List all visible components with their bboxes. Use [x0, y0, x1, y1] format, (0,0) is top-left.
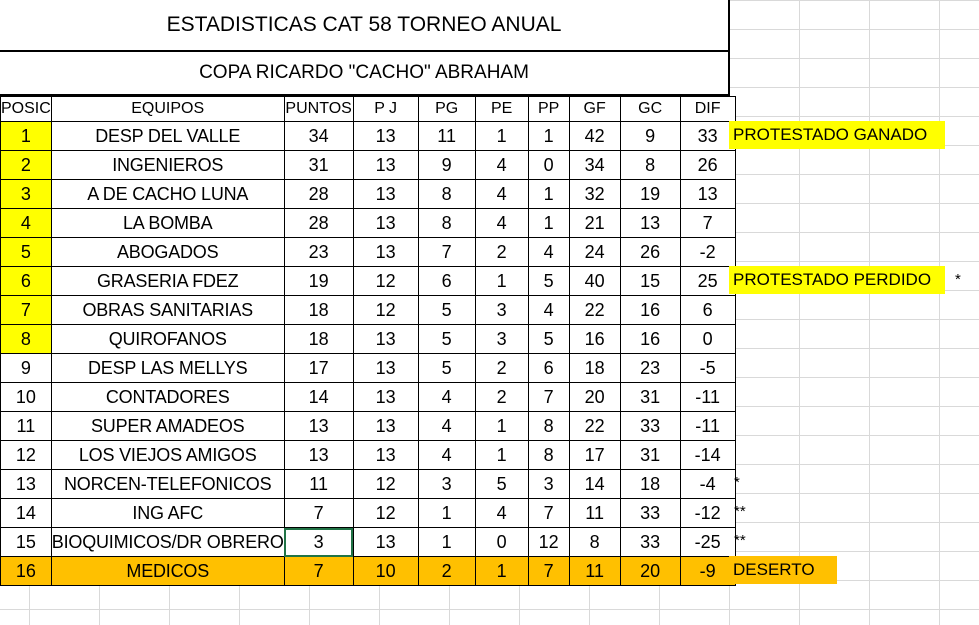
- pg-cell[interactable]: 3: [418, 470, 475, 499]
- position-cell[interactable]: 3: [1, 180, 52, 209]
- gc-cell[interactable]: 16: [620, 325, 680, 354]
- pp-cell[interactable]: 5: [528, 325, 569, 354]
- team-cell[interactable]: ING AFC: [51, 499, 284, 528]
- pg-cell[interactable]: 5: [418, 325, 475, 354]
- pe-cell[interactable]: 1: [475, 441, 528, 470]
- pp-cell[interactable]: 5: [528, 267, 569, 296]
- pp-cell[interactable]: 1: [528, 209, 569, 238]
- gc-cell[interactable]: 18: [620, 470, 680, 499]
- pj-cell[interactable]: 13: [353, 325, 418, 354]
- pts-cell[interactable]: 17: [284, 354, 353, 383]
- pts-cell[interactable]: 28: [284, 209, 353, 238]
- team-cell[interactable]: BIOQUIMICOS/DR OBRERO: [51, 528, 284, 557]
- pts-cell[interactable]: 13: [284, 412, 353, 441]
- header-puntos[interactable]: PUNTOS: [284, 97, 353, 122]
- pg-cell[interactable]: 1: [418, 528, 475, 557]
- pp-cell[interactable]: 7: [528, 557, 569, 586]
- pe-cell[interactable]: 3: [475, 325, 528, 354]
- pj-cell[interactable]: 12: [353, 470, 418, 499]
- pp-cell[interactable]: 12: [528, 528, 569, 557]
- pts-cell[interactable]: 18: [284, 325, 353, 354]
- gc-cell[interactable]: 26: [620, 238, 680, 267]
- team-cell[interactable]: CONTADORES: [51, 383, 284, 412]
- pp-cell[interactable]: 8: [528, 441, 569, 470]
- pts-cell[interactable]: 14: [284, 383, 353, 412]
- dif-cell[interactable]: -14: [680, 441, 735, 470]
- pp-cell[interactable]: 4: [528, 238, 569, 267]
- table-row: [1, 325, 736, 354]
- header-pg[interactable]: PG: [418, 97, 475, 122]
- gf-cell[interactable]: 42: [569, 122, 620, 151]
- pg-cell[interactable]: 4: [418, 412, 475, 441]
- position-cell[interactable]: 12: [1, 441, 52, 470]
- header-gf[interactable]: GF: [569, 97, 620, 122]
- pj-cell[interactable]: 13: [353, 354, 418, 383]
- gf-cell[interactable]: 11: [569, 557, 620, 586]
- header-row: [1, 97, 736, 122]
- pe-cell[interactable]: 5: [475, 470, 528, 499]
- pj-cell[interactable]: 13: [353, 209, 418, 238]
- team-cell[interactable]: LA BOMBA: [51, 209, 284, 238]
- pe-cell[interactable]: 2: [475, 354, 528, 383]
- pts-cell[interactable]: 23: [284, 238, 353, 267]
- pe-cell[interactable]: 4: [475, 180, 528, 209]
- gc-cell[interactable]: 31: [620, 383, 680, 412]
- gc-cell[interactable]: 15: [620, 267, 680, 296]
- gf-cell[interactable]: 20: [569, 383, 620, 412]
- gc-cell[interactable]: 19: [620, 180, 680, 209]
- position-cell[interactable]: 15: [1, 528, 52, 557]
- pj-cell[interactable]: 13: [353, 238, 418, 267]
- dif-cell[interactable]: 0: [680, 325, 735, 354]
- table-row: [1, 383, 736, 412]
- pts-cell[interactable]: 34: [284, 122, 353, 151]
- pp-cell[interactable]: 1: [528, 180, 569, 209]
- sheet-title-text: ESTADISTICAS CAT 58 TORNEO ANUAL: [166, 13, 562, 36]
- position-cell[interactable]: 9: [1, 354, 52, 383]
- gf-cell[interactable]: 32: [569, 180, 620, 209]
- gc-cell[interactable]: 23: [620, 354, 680, 383]
- team-cell[interactable]: MEDICOS: [51, 557, 284, 586]
- pj-cell[interactable]: 13: [353, 528, 418, 557]
- pg-cell[interactable]: 2: [418, 557, 475, 586]
- pe-cell[interactable]: 1: [475, 412, 528, 441]
- table-row: [1, 122, 736, 151]
- dif-cell[interactable]: 7: [680, 209, 735, 238]
- gf-cell[interactable]: 18: [569, 354, 620, 383]
- position-cell[interactable]: 5: [1, 238, 52, 267]
- table-row: [1, 238, 736, 267]
- standings-table: [0, 96, 736, 586]
- gf-cell[interactable]: 14: [569, 470, 620, 499]
- position-cell[interactable]: 6: [1, 267, 52, 296]
- pe-cell[interactable]: 4: [475, 151, 528, 180]
- header-posic[interactable]: POSIC: [1, 97, 52, 122]
- gf-cell[interactable]: 21: [569, 209, 620, 238]
- pj-cell[interactable]: 12: [353, 267, 418, 296]
- sheet-subtitle[interactable]: [0, 52, 730, 96]
- pg-cell[interactable]: 6: [418, 267, 475, 296]
- asterisk-mark[interactable]: **: [734, 503, 746, 520]
- pg-cell[interactable]: 4: [418, 383, 475, 412]
- gf-cell[interactable]: 11: [569, 499, 620, 528]
- pg-cell[interactable]: 8: [418, 209, 475, 238]
- pj-cell[interactable]: 13: [353, 383, 418, 412]
- header-dif[interactable]: DIF: [680, 97, 735, 122]
- position-cell[interactable]: 8: [1, 325, 52, 354]
- pj-cell[interactable]: 12: [353, 499, 418, 528]
- gf-cell[interactable]: 22: [569, 296, 620, 325]
- row-note[interactable]: PROTESTADO PERDIDO: [729, 266, 945, 294]
- team-cell[interactable]: DESP DEL VALLE: [51, 122, 284, 151]
- position-cell[interactable]: 13: [1, 470, 52, 499]
- pg-cell[interactable]: 9: [418, 151, 475, 180]
- gf-cell[interactable]: 22: [569, 412, 620, 441]
- team-cell[interactable]: LOS VIEJOS AMIGOS: [51, 441, 284, 470]
- table-row: [1, 441, 736, 470]
- pts-cell[interactable]: 19: [284, 267, 353, 296]
- pj-cell[interactable]: 13: [353, 122, 418, 151]
- header-equipos[interactable]: EQUIPOS: [51, 97, 284, 122]
- pe-cell[interactable]: 4: [475, 209, 528, 238]
- team-cell[interactable]: SUPER AMADEOS: [51, 412, 284, 441]
- pp-cell[interactable]: 0: [528, 151, 569, 180]
- position-cell[interactable]: 4: [1, 209, 52, 238]
- gf-cell[interactable]: 8: [569, 528, 620, 557]
- team-cell[interactable]: INGENIEROS: [51, 151, 284, 180]
- table-row: [1, 528, 736, 557]
- table-row: [1, 209, 736, 238]
- table-row: [1, 354, 736, 383]
- team-cell[interactable]: OBRAS SANITARIAS: [51, 296, 284, 325]
- gc-cell[interactable]: 33: [620, 499, 680, 528]
- gf-cell[interactable]: 17: [569, 441, 620, 470]
- pg-cell[interactable]: 5: [418, 296, 475, 325]
- table-row: [1, 412, 736, 441]
- asterisk-mark[interactable]: *: [955, 271, 961, 288]
- team-cell[interactable]: ABOGADOS: [51, 238, 284, 267]
- dif-cell[interactable]: -11: [680, 383, 735, 412]
- dif-cell[interactable]: 13: [680, 180, 735, 209]
- header-pj[interactable]: P J: [353, 97, 418, 122]
- pg-cell[interactable]: 4: [418, 441, 475, 470]
- gc-cell[interactable]: 20: [620, 557, 680, 586]
- pts-cell[interactable]: 18: [284, 296, 353, 325]
- pts-cell[interactable]: 7: [284, 499, 353, 528]
- header-pp[interactable]: PP: [528, 97, 569, 122]
- pts-cell[interactable]: 11: [284, 470, 353, 499]
- dif-cell[interactable]: -5: [680, 354, 735, 383]
- pp-cell[interactable]: 4: [528, 296, 569, 325]
- pp-cell[interactable]: 6: [528, 354, 569, 383]
- sheet-title[interactable]: [0, 0, 730, 52]
- gf-cell[interactable]: 24: [569, 238, 620, 267]
- table-row: [1, 470, 736, 499]
- pj-cell[interactable]: 10: [353, 557, 418, 586]
- pp-cell[interactable]: 8: [528, 412, 569, 441]
- dif-cell[interactable]: 6: [680, 296, 735, 325]
- table-row: [1, 267, 736, 296]
- table-row: [1, 557, 736, 586]
- pg-cell[interactable]: 11: [418, 122, 475, 151]
- pe-cell[interactable]: 1: [475, 122, 528, 151]
- header-pe[interactable]: PE: [475, 97, 528, 122]
- gc-cell[interactable]: 33: [620, 412, 680, 441]
- sheet-subtitle-text: COPA RICARDO "CACHO" ABRAHAM: [199, 62, 529, 83]
- position-cell[interactable]: 7: [1, 296, 52, 325]
- table-row: [1, 499, 736, 528]
- pts-cell[interactable]: 7: [284, 557, 353, 586]
- gc-cell[interactable]: 8: [620, 151, 680, 180]
- pts-cell[interactable]: 13: [284, 441, 353, 470]
- team-cell[interactable]: A DE CACHO LUNA: [51, 180, 284, 209]
- asterisk-mark[interactable]: *: [734, 474, 740, 491]
- pg-cell[interactable]: 5: [418, 354, 475, 383]
- pts-cell[interactable]: 3: [284, 528, 353, 557]
- position-cell[interactable]: 1: [1, 122, 52, 151]
- gc-cell[interactable]: 33: [620, 528, 680, 557]
- team-cell[interactable]: DESP LAS MELLYS: [51, 354, 284, 383]
- gc-cell[interactable]: 16: [620, 296, 680, 325]
- table-row: [1, 296, 736, 325]
- pts-cell[interactable]: 28: [284, 180, 353, 209]
- dif-cell[interactable]: -11: [680, 412, 735, 441]
- header-gc[interactable]: GC: [620, 97, 680, 122]
- position-cell[interactable]: 2: [1, 151, 52, 180]
- gf-cell[interactable]: 16: [569, 325, 620, 354]
- dif-cell[interactable]: 33: [680, 122, 735, 151]
- table-row: [1, 151, 736, 180]
- pj-cell[interactable]: 13: [353, 180, 418, 209]
- pe-cell[interactable]: 1: [475, 267, 528, 296]
- pj-cell[interactable]: 12: [353, 296, 418, 325]
- pp-cell[interactable]: 7: [528, 499, 569, 528]
- pe-cell[interactable]: 2: [475, 238, 528, 267]
- dif-cell[interactable]: -4: [680, 470, 735, 499]
- dif-cell[interactable]: 25: [680, 267, 735, 296]
- pj-cell[interactable]: 13: [353, 412, 418, 441]
- position-cell[interactable]: 14: [1, 499, 52, 528]
- gc-cell[interactable]: 13: [620, 209, 680, 238]
- gf-cell[interactable]: 40: [569, 267, 620, 296]
- pe-cell[interactable]: 3: [475, 296, 528, 325]
- pp-cell[interactable]: 3: [528, 470, 569, 499]
- pe-cell[interactable]: 4: [475, 499, 528, 528]
- team-cell[interactable]: QUIROFANOS: [51, 325, 284, 354]
- asterisk-mark[interactable]: **: [734, 532, 746, 549]
- pts-cell[interactable]: 31: [284, 151, 353, 180]
- dif-cell[interactable]: -12: [680, 499, 735, 528]
- table-row: [1, 180, 736, 209]
- gc-cell[interactable]: 31: [620, 441, 680, 470]
- row-note[interactable]: PROTESTADO GANADO: [729, 121, 945, 149]
- pj-cell[interactable]: 13: [353, 151, 418, 180]
- row-note[interactable]: DESERTO: [729, 556, 837, 584]
- gc-cell[interactable]: 9: [620, 122, 680, 151]
- pg-cell[interactable]: 8: [418, 180, 475, 209]
- position-cell[interactable]: 16: [1, 557, 52, 586]
- dif-cell[interactable]: -2: [680, 238, 735, 267]
- pe-cell[interactable]: 0: [475, 528, 528, 557]
- dif-cell[interactable]: -25: [680, 528, 735, 557]
- pg-cell[interactable]: 7: [418, 238, 475, 267]
- dif-cell[interactable]: 26: [680, 151, 735, 180]
- gf-cell[interactable]: 34: [569, 151, 620, 180]
- pp-cell[interactable]: 1: [528, 122, 569, 151]
- team-cell[interactable]: NORCEN-TELEFONICOS: [51, 470, 284, 499]
- pj-cell[interactable]: 13: [353, 441, 418, 470]
- pe-cell[interactable]: 1: [475, 557, 528, 586]
- pp-cell[interactable]: 7: [528, 383, 569, 412]
- dif-cell[interactable]: -9: [680, 557, 735, 586]
- pg-cell[interactable]: 1: [418, 499, 475, 528]
- position-cell[interactable]: 10: [1, 383, 52, 412]
- pe-cell[interactable]: 2: [475, 383, 528, 412]
- position-cell[interactable]: 11: [1, 412, 52, 441]
- team-cell[interactable]: GRASERIA FDEZ: [51, 267, 284, 296]
